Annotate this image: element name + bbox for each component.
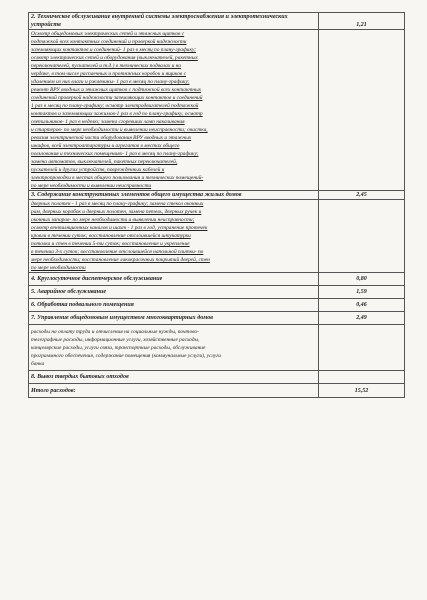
table-row (29, 384, 405, 398)
section-value: 2,45 (319, 191, 405, 200)
section-title: 3. Содержание конструктивных элементов общего имущества жилых домов (31, 192, 242, 198)
section-description: расходы на оплату труда и отчисления на социальные нужды, почтово- телеграфные расходы, информационные услуги, хозяйственные расходы, канцелярские расходы, услуги связи, транспортные расходы, обслуживание программного обеспечения, содержание помещения (коммунальные услуги), услуги банка (29, 325, 319, 371)
table-row (29, 325, 405, 371)
tariff-table (28, 12, 405, 398)
section-title: 2. Техническое обслуживание внутренней системы электроснабжения и электротехнических устройств (31, 14, 288, 28)
table-row (29, 273, 405, 286)
section-value: 0,80 (319, 273, 405, 286)
section-value: 1,21 (319, 13, 405, 30)
table-row (29, 371, 405, 384)
section-title: 8. Вывоз твердых бытовых отходов (31, 374, 129, 380)
table-row (29, 299, 405, 312)
section-title: 4. Круглосуточное диспетчерское обслуживание (31, 276, 163, 282)
section-value: 0,46 (319, 299, 405, 312)
section-title: 6. Обработка подвального помещения (31, 302, 134, 308)
table-row (29, 30, 405, 191)
section-description: Осмотр общедомовых электрических сетей и этажных щитков с подтяжкой всех контактных соединений и проверкой надежности заземляющих контактов и соединений- 1 раз в месяц по плану-графику; осмотр электрических сетей и оборудования (выключателей, ракетных переключателей, пускателей и т.д.) в технических подвалах и на чердаке, в том числе распаечных и протяжных коробок и ящиков с удалением из них влаги и ржавчины- 1 раз в месяц по плану-графику; ремонт ВРУ вводных и этажных щитков с подтяжкой всех контактных соединений проверкой надежности заземляющих контактов и соединений 1 раз в месяц по плану-графику; осмотр электродвигателей подтяжкой контактов и заземляющих зажимов-1 раз в год по плану-графику, осмотр светильников- 1 раз в неделю; замена сгоревших ламп накаливания и стартеров- по мере необходимости и выявлении неисправности; очистка, ревизия электрической части оборудования ВРУ вводных и этажных шкафов, всей электроаппаратуры и агрегатов в местах общего пользования и технических помещениях- 1 раз в месяц по плану-графику; замена автоматов, выключателей, пакетных переключателей, пускателей и других устройств, поврежденных кабелей и электропроводки в местах общего пользования и технических помещений- по мере необходимости и выявлении неисправности (29, 30, 319, 191)
section-value: 2,49 (319, 312, 405, 325)
section-title: 7. Управление общедомовым имуществом многоквартирных домов (31, 315, 214, 321)
section-title: 5. Аварийное обслуживание (31, 289, 107, 295)
table-row (29, 191, 405, 200)
table-row (29, 312, 405, 325)
section-value (319, 371, 405, 384)
table-row (29, 13, 405, 30)
table-row (29, 200, 405, 273)
total-label: Итого расходов: (31, 387, 76, 394)
table-row (29, 286, 405, 299)
total-value: 15,52 (319, 384, 405, 398)
section-value: 1,59 (319, 286, 405, 299)
section-description: дверных полотен - 1 раз в месяц по плану-графику; замена стекол оконных рам, дверных коробок и дверных полотен, замена петель, дверных ручек и оконных запоров- по мере необходимости и выявлении неисправности; осмотр вентиляционных каналов и шахт - 1 раз в год, устранение протечек кровли в течении суток; восстановление отслоившейся штукатурки потолка и стен в течении 5-ти суток; восстановление и укрепление в течении 3-х суток; восстановление отслоившейся напольной плитки- по мере необходимости; восстановление лакокрасочных покрытий дверей, стен по мере необходимости (29, 200, 319, 273)
